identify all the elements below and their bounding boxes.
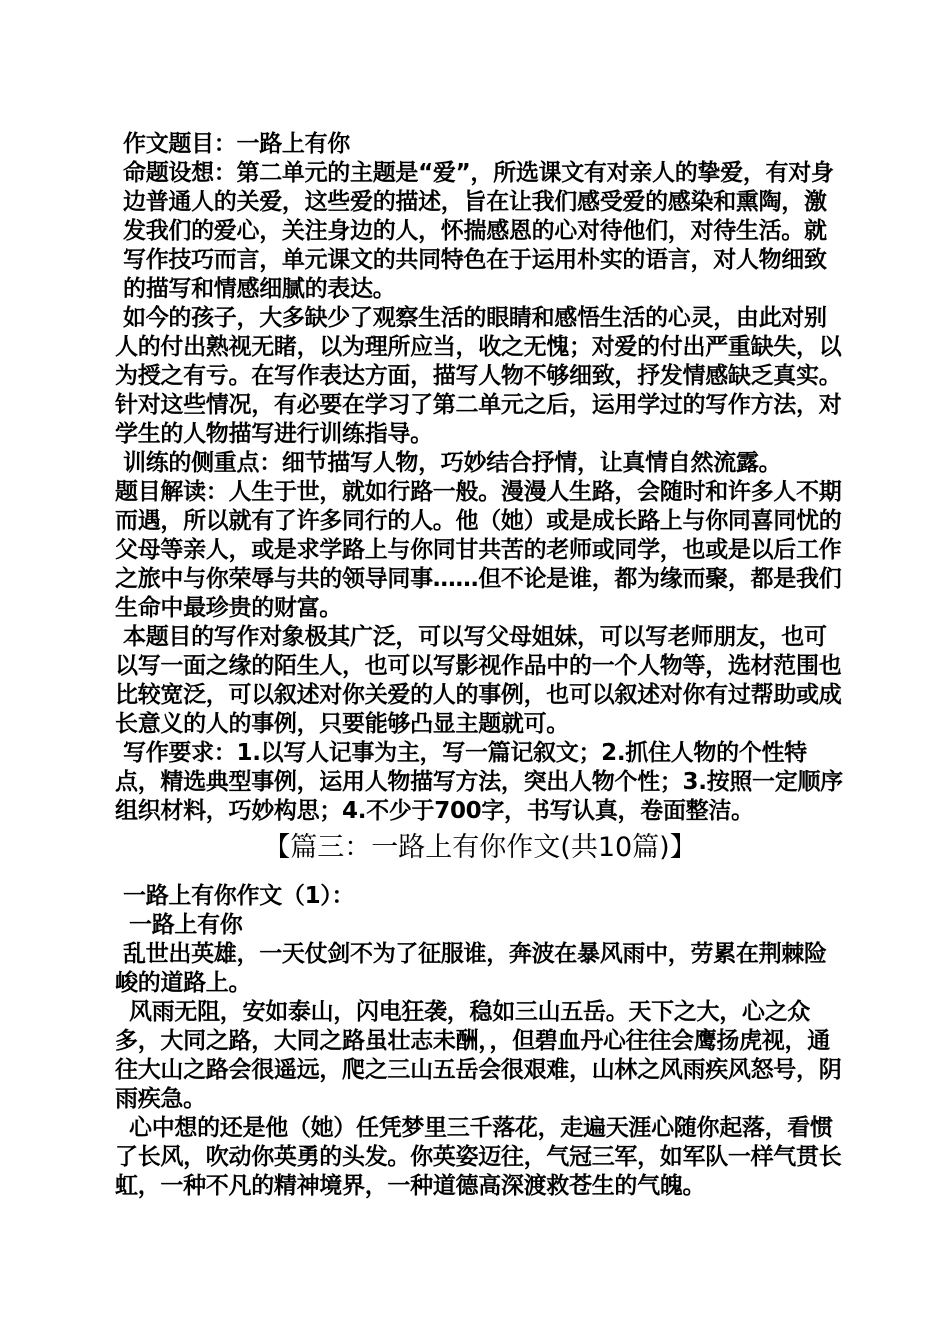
essay-title: 一路上有你	[129, 912, 243, 938]
essay-paragraph-2: 风雨无阻，安如泰山，闪电狂袭，稳如三山五岳。天下之大，心之众多，大同之路，大同之路虽壮志未酬，，但碧血丹心往往会鹰扬虎视，通往大山之路会很遥远，爬之三山五岳会很艰难，山林之风雨疾风怒号，阴雨疾急。	[115, 999, 842, 1112]
writing-requirements: 写作要求：1.以写人记事为主，写一篇记叙文；2.抓住人物的个性特点，精选典型事例，运用人物描写方法，突出人物个性；3.按照一定顺序组织材料，巧妙构思；4.不少于700字，书写认真，卷面整洁。	[115, 740, 843, 824]
essay-topic: 作文题目：一路上有你	[123, 131, 351, 157]
training-focus: 训练的侧重点：细节描写人物，巧妙结合抒情，让真情自然流露。	[123, 450, 782, 476]
essay-paragraph-3: 心中想的还是他（她）任凭梦里三千落花，走遍天涯心随你起落，看惯了长风，吹动你英勇的头发。你英姿迈往，气冠三军，如军队一样气贯长虹，一种不凡的精神境界，一种道德高深渡救苍生的气魄。	[115, 1115, 842, 1199]
document-page	[115, 130, 845, 1201]
essay-number-title: 一路上有你作文（1）：	[123, 883, 355, 909]
writing-object-line2: 以写一面之缘的陌生人，也可以写影视作品中的一个人物等，选材范围也比较宽泛，可以叙述对你关爱的人的事例，也可以叙述对你有过帮助或成长意义的人的事例，只要能够凸显主题就可。	[115, 653, 842, 737]
proposal-paragraph: 命题设想：第二单元的主题是“爱”，所选课文有对亲人的挚爱，有对身边普通人的关爱，这些爱的描述，旨在让我们感受爱的感染和熏陶，激发我们的爱心，关注身边的人，怀揣感恩的心对待他们，对待生活。就写作技巧而言，单元课文的共同特色在于运用朴实的语言，对人物细致的描写和情感细腻的表达。	[123, 160, 834, 302]
section-heading: 【篇三：一路上有你作文(共10篇)】	[263, 832, 697, 863]
essay-paragraph-1: 乱世出英雄，一天仗剑不为了征服谁，奔波在暴风雨中，劳累在荆棘险峻的道路上。	[115, 941, 827, 996]
topic-interpretation: 题目解读：人生于世，就如行路一般。漫漫人生路，会随时和许多人不期而遇，所以就有了许多同行的人。他（她）或是成长路上与你同喜同忧的父母等亲人，或是求学路上与你同甘共苦的老师或同学，也或是以后工作之旅中与你荣辱与共的领导同事……但不论是谁，都为缘而聚，都是我们生命中最珍贵的财富。	[115, 479, 842, 621]
writing-object-line1: 本题目的写作对象极其广泛，可以写父母姐妹，可以写老师朋友，也可	[123, 624, 827, 650]
situation-paragraph: 如今的孩子，大多缺少了观察生活的眼睛和感悟生活的心灵，由此对别人的付出熟视无睹，以为理所应当，收之无愧；对爱的付出严重缺失，以为授之有亏。在写作表达方面，描写人物不够细致，抒发情感缺乏真实。针对这些情况，有必要在学习了第二单元之后，运用学过的写作方法，对学生的人物描写进行训练指导。	[115, 305, 842, 447]
